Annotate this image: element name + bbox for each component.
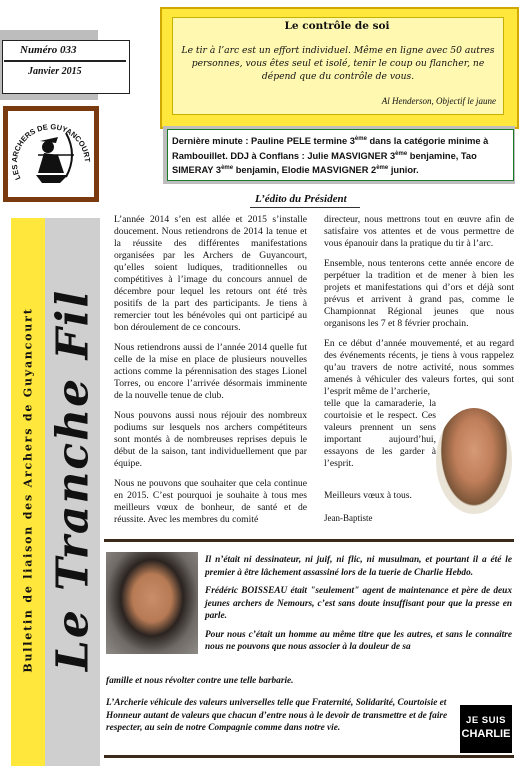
edito-title: L’édito du Président xyxy=(255,193,347,205)
quote-title: Le contrôle de soi xyxy=(284,20,390,32)
archer-icon xyxy=(8,111,94,197)
issue-divider xyxy=(4,60,126,62)
banner-title: Le Tranche Fil xyxy=(47,288,99,672)
news-text: Dernière minute : Pauline PELE termine 3ème dans la catégorie minime à Rambouillet. DDJ à Conflans : Julie MASVIGNER 3ème benjamine, Tao SIMERAY 3ème benjamin, Elodie MASVIGNER 2ème junior. xyxy=(172,136,489,176)
section-divider xyxy=(104,539,514,542)
edito-paragraph: Nous pouvons aussi nous réjouir des nombreux podiums sur lesquels nos archers compétiteurs sont montés à de nombreuses reprises depuis le début de la saison, tant individuellement que par équipe. xyxy=(114,410,307,469)
badge-line-2: CHARLIE xyxy=(461,728,511,740)
logo-text: LES ARCHERS DE GUYANCOURT xyxy=(9,122,93,182)
edito-paragraph: Nous retiendrons aussi de l’année 2014 quelle fut celle de la mise en place de plusieurs nouvelles actions comme la pérennisation des stages Lionel Torres, ou encore l’arrivée désormais imminente de la nouvelle tenue de club. xyxy=(114,342,307,401)
tribute-paragraph: Pour nous c’était un homme au même titre que les autres, et sans le connaître nous ne pouvons que nous associer à la douleur de sa xyxy=(205,629,512,652)
edito-paragraph: L’année 2014 s’en est allée et 2015 s’installe doucement. Nous retiendrons de 2014 la tenue et la réussite des différentes manifestations organisées par les Archers de Guyancourt, qu’elles soient ludiques, traditionnelles ou compétitives à l’image du concours annuel de décembre pour lequel les retours ont été très positifs de la part des participants. Je tiens à remercier tout les bénévoles qui ont participé au bon déroulement de ce concours. xyxy=(114,214,307,333)
edito-paragraph: telle que la camaraderie, la courtoisie et le respect. Ces valeurs prennent un sens important aujourd’hui, essayons de les garder à l’esprit. xyxy=(324,398,436,469)
quote-author: Al Henderson, Objectif le jaune xyxy=(381,96,496,106)
president-photo xyxy=(436,408,512,514)
club-logo xyxy=(8,111,94,197)
edito-closing: Meilleurs vœux à tous. xyxy=(324,490,412,501)
bottom-divider xyxy=(104,755,514,758)
banner-subtitle: Bulletin de liaison des Archers de Guyancourt xyxy=(21,307,35,673)
tribute-paragraph: Frédéric BOISSEAU était "seulement" agent de maintenance et père de deux jeunes archers de Nemours, c’est sans doute insuffisant pour que la presse en parle. xyxy=(205,586,512,621)
frederic-photo xyxy=(106,552,198,654)
edito-paragraph: Ensemble, nous tenterons cette année encore de perpétuer la tradition et de mener à bien les projets et manifestations qui d’ors et déjà sont prévus et arrivent à grand pas, comme le Championnat Régional jeunes que nous organisons les 7 et 8 février prochain. xyxy=(324,258,514,329)
tribute-text xyxy=(205,554,512,654)
quote-text: Le tir à l’arc est un effort individuel. Même en ligne avec 50 autres personnes, vous êtes seul et isolé, tenir le coup ou flancher, ne dépend que du contrôle de vous. xyxy=(181,45,495,82)
edito-paragraph: Nous ne pouvons que souhaiter que cela continue en 2015. C’est pourquoi je souhaite à tous mes meilleurs vœux de bonheur, de santé et de réussite. Avec les membres du comité xyxy=(114,478,307,525)
edito-underline xyxy=(250,207,360,208)
je-suis-charlie-badge xyxy=(460,705,512,753)
issue-date: Janvier 2015 xyxy=(28,66,82,77)
edito-paragraph: En ce début d’année mouvementé, et au regard des événements récents, je tiens à vous rappelez qu’au travers de notre activité, nous sommes amenés à véhiculer des valeurs fortes, qui sont l’esprit même de l’archerie, xyxy=(324,338,514,397)
edito-signature: Jean-Baptiste xyxy=(324,513,373,523)
tribute-paragraph: L’Archerie véhicule des valeurs universelles telle que Fraternité, Solidarité, Courtoisie et Honneur autant de valeurs que chacun d’entre nous à le devoir de transmettre et de faire respecter, au sein de notre Compagnie comme dans notre vie. xyxy=(106,698,448,733)
tribute-paragraph: famille et nous révolter contre une telle barbarie. xyxy=(106,676,294,686)
badge-line-1: JE SUIS xyxy=(466,715,506,726)
edito-paragraph: directeur, nous mettrons tout en œuvre afin de satisfaire vos attentes et de vous permettre de vous épanouir dans la pratique du tir à l’arc. xyxy=(324,214,514,249)
tribute-paragraph: Il n’était ni dessinateur, ni juif, ni flic, ni musulman, et pourtant il a été le premier à être lâchement assassiné lors de la tuerie de Charlie Hebdo. xyxy=(205,555,512,578)
issue-number: Numéro 033 xyxy=(20,44,77,56)
edito-column-1 xyxy=(114,214,307,534)
